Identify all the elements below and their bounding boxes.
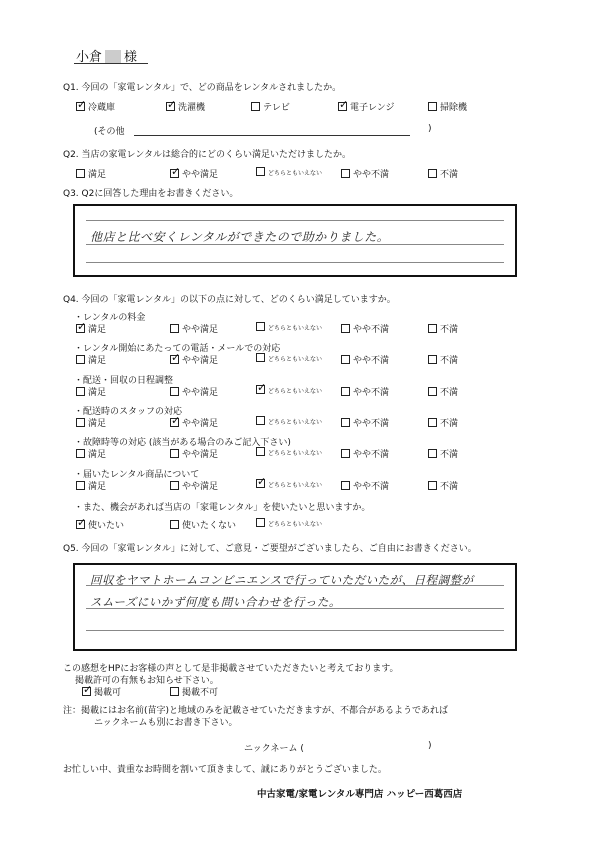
checkbox[interactable] [170,324,179,333]
checkbox-label: やや不満 [353,450,390,460]
checkbox[interactable] [256,353,265,362]
q4-option[interactable] [170,353,218,366]
permission-option[interactable] [82,685,121,698]
checkbox[interactable] [76,169,85,178]
q1-other-close: ) [428,124,432,134]
checkbox-label: どちらともいえない [268,450,323,457]
q1-option[interactable] [76,100,115,113]
checkbox-label: 掲載不可 [182,688,219,698]
checkbox-label: どちらともいえない [268,482,323,489]
q4-reuse-option[interactable] [76,518,124,531]
checkbox[interactable] [341,387,350,396]
checkbox[interactable] [256,167,265,176]
checkbox-label: どちらともいえない [268,325,323,332]
checkbox[interactable] [170,449,179,458]
nickname-close: ) [428,741,432,751]
q4-reuse-option[interactable] [170,518,236,531]
checkbox-label: 使いたくない [182,521,237,531]
q4-option[interactable] [428,385,458,398]
checkbox-label: 不満 [440,356,459,366]
q4-option[interactable] [76,447,106,460]
checkbox[interactable] [170,418,179,427]
checkbox-label: 不満 [440,388,459,398]
q2-question: Q2. 当店の家電レンタルは総合的にどのくらい満足いただけましたか。 [63,150,351,160]
checkbox-label: やや満足 [182,419,219,429]
q4-option[interactable] [76,322,106,335]
q4-item-title: ・故障時等の対応 (該当がある場合のみご記入下さい) [74,438,291,448]
checkbox-label: やや不満 [353,388,390,398]
nickname-label: ニックネーム ( [244,744,304,754]
checkbox-label: どちらともいえない [268,388,323,395]
checkbox-label: 冷蔵庫 [88,103,116,113]
checkbox-label: 掃除機 [440,103,468,113]
checkbox-label: やや不満 [353,356,390,366]
checkbox[interactable] [341,481,350,490]
q4-option[interactable] [76,416,106,429]
q4-reuse-option[interactable] [256,518,322,528]
q1-option[interactable] [251,100,290,113]
q5-question: Q5. 今回の「家電レンタル」に対して、ご意見・ご要望がございましたら、ご自由にお書きください。 [63,544,477,554]
checkbox-label: 満足 [88,450,107,460]
note-line1: 注：掲載にはお名前(苗字)と地域のみを記載させていただきますが、不都合があるようであれば [63,706,449,716]
q4-option[interactable] [170,479,218,492]
permission-line2: 掲載許可の有無もお知らせ下さい。 [75,676,219,686]
checkbox-label: 使いたい [88,521,125,531]
checkbox[interactable] [428,387,437,396]
q4-option[interactable] [341,385,389,398]
q1-other-input[interactable] [134,135,410,136]
permission-line1: この感想をHPにお客様の声として是非掲載させていただきたいと考えております。 [63,664,399,674]
checkbox-label: やや満足 [182,356,219,366]
q4-option[interactable] [256,353,322,363]
checkbox[interactable] [170,355,179,364]
checkbox-label: やや満足 [182,482,219,492]
checkbox[interactable] [256,322,265,331]
q2-option[interactable] [76,167,106,180]
checkbox[interactable] [256,416,265,425]
q4-option[interactable] [76,479,106,492]
checkbox-label: やや不満 [353,325,390,335]
q1-option[interactable] [338,100,395,113]
q4-option[interactable] [341,447,389,460]
q4-option[interactable] [428,322,458,335]
q4-option[interactable] [76,353,106,366]
checkbox[interactable] [76,387,85,396]
checkbox[interactable] [170,387,179,396]
q4-option[interactable] [341,322,389,335]
checkbox-label: やや不満 [353,482,390,492]
q4-option[interactable] [170,322,218,335]
nickname-input[interactable] [312,740,422,752]
q3-rule [86,262,504,263]
name-underline [74,63,148,64]
q2-option[interactable] [170,167,218,180]
checkbox[interactable] [341,355,350,364]
checkbox[interactable] [428,324,437,333]
q3-rule [86,220,504,221]
q4-option[interactable] [170,416,218,429]
q3-question: Q3. Q2に回答した理由をお書きください。 [63,189,239,199]
checkbox[interactable] [256,518,265,527]
q2-option[interactable] [256,167,322,177]
checkbox-label: 不満 [440,482,459,492]
q3-handwritten-answer: 他店と比べ安くレンタルができたので助かりました。 [90,230,390,244]
q4-option[interactable] [341,416,389,429]
checkbox[interactable] [341,449,350,458]
q1-option[interactable] [428,100,467,113]
checkbox-label: 満足 [88,388,107,398]
q4-option[interactable] [256,416,322,426]
checkbox-label: 不満 [440,450,459,460]
checkbox[interactable] [82,687,91,696]
q4-item-title: ・レンタルの料金 [74,313,146,323]
checkbox[interactable] [256,385,265,394]
checkbox[interactable] [170,169,179,178]
q4-option[interactable] [170,385,218,398]
checkbox-label: どちらともいえない [268,170,323,177]
checkbox[interactable] [256,479,265,488]
checkbox[interactable] [341,169,350,178]
checkbox-label: 電子レンジ [350,103,395,113]
q4-option[interactable] [256,385,322,395]
checkbox[interactable] [251,102,260,111]
q4-option[interactable] [341,353,389,366]
checkbox-label: 不満 [440,170,459,180]
checkbox-label: テレビ [263,103,290,113]
checkbox[interactable] [428,481,437,490]
checkbox[interactable] [76,449,85,458]
customer-name-suffix: 様 [124,50,138,65]
q4-reuse-title: ・また、機会があれば当店の「家電レンタル」を使いたいと思いますか。 [74,503,371,513]
checkbox[interactable] [76,102,85,111]
q4-option[interactable] [341,479,389,492]
checkbox[interactable] [428,169,437,178]
q4-item-title: ・レンタル開始にあたっての電話・メールでの対応 [74,344,281,354]
q4-option[interactable] [428,479,458,492]
q4-item-title: ・配送・回収の日程調整 [74,376,174,386]
q1-other-label: (その他 [94,127,125,137]
checkbox[interactable] [170,481,179,490]
q4-item-title: ・配送時のスタッフの対応 [74,407,183,417]
checkbox-label: 満足 [88,482,107,492]
checkbox-label: 満足 [88,170,107,180]
q2-option[interactable] [341,167,389,180]
checkbox-label: やや満足 [182,450,219,460]
checkbox[interactable] [166,102,175,111]
note-line2: ニックネームも別にお書き下さい。 [94,718,238,728]
q2-option[interactable] [428,167,458,180]
checkbox-label: 不満 [440,419,459,429]
checkbox[interactable] [428,102,437,111]
checkbox[interactable] [341,418,350,427]
checkbox[interactable] [76,418,85,427]
checkbox[interactable] [170,520,179,529]
checkbox[interactable] [338,102,347,111]
checkbox-label: どちらともいえない [268,419,323,426]
checkbox[interactable] [170,687,179,696]
checkbox-label: どちらともいえない [268,356,323,363]
checkbox-label: 満足 [88,325,107,335]
customer-name-part1: 小倉 [76,50,103,65]
q4-option[interactable] [428,416,458,429]
q5-rule [86,630,504,631]
q4-question: Q4. 今回の「家電レンタル」の以下の点に対して、どのくらい満足していますか。 [63,295,396,305]
q4-option[interactable] [256,447,322,457]
q4-option[interactable] [428,447,458,460]
q5-handwritten-line1: 回収をヤマトホームコンビニエンスで行っていただいたが、日程調整が [90,573,474,587]
checkbox[interactable] [428,355,437,364]
permission-option[interactable] [170,685,218,698]
checkbox[interactable] [76,324,85,333]
checkbox[interactable] [428,449,437,458]
checkbox-label: どちらともいえない [268,521,323,528]
checkbox-label: やや満足 [182,325,219,335]
checkbox-label: 掲載可 [94,688,122,698]
checkbox-label: やや不満 [353,170,390,180]
q4-option[interactable] [256,322,322,332]
thanks-message: お忙しい中、貴重なお時間を割いて頂きまして、誠にありがとうございました。 [63,765,387,775]
checkbox-label: 洗濯機 [178,103,206,113]
checkbox[interactable] [341,324,350,333]
checkbox[interactable] [256,447,265,456]
redacted-name-blur [105,50,121,63]
checkbox[interactable] [76,355,85,364]
q4-option[interactable] [170,447,218,460]
checkbox-label: やや満足 [182,170,219,180]
checkbox[interactable] [76,520,85,529]
store-name: 中古家電/家電レンタル専門店 ハッピー西葛西店 [257,789,463,800]
q1-option[interactable] [166,100,205,113]
q4-option[interactable] [76,385,106,398]
q1-question: Q1. 今回の「家電レンタル」で、どの商品をレンタルされましたか。 [63,83,342,93]
q4-option[interactable] [428,353,458,366]
q4-item-title: ・届いたレンタル商品について [74,470,200,480]
q5-handwritten-line2: スムーズにいかず何度も問い合わせを行った。 [90,595,341,609]
checkbox-label: 満足 [88,419,107,429]
checkbox[interactable] [428,418,437,427]
checkbox-label: 不満 [440,325,459,335]
checkbox-label: やや不満 [353,419,390,429]
checkbox[interactable] [76,481,85,490]
checkbox-label: やや満足 [182,388,219,398]
q4-option[interactable] [256,479,322,489]
checkbox-label: 満足 [88,356,107,366]
